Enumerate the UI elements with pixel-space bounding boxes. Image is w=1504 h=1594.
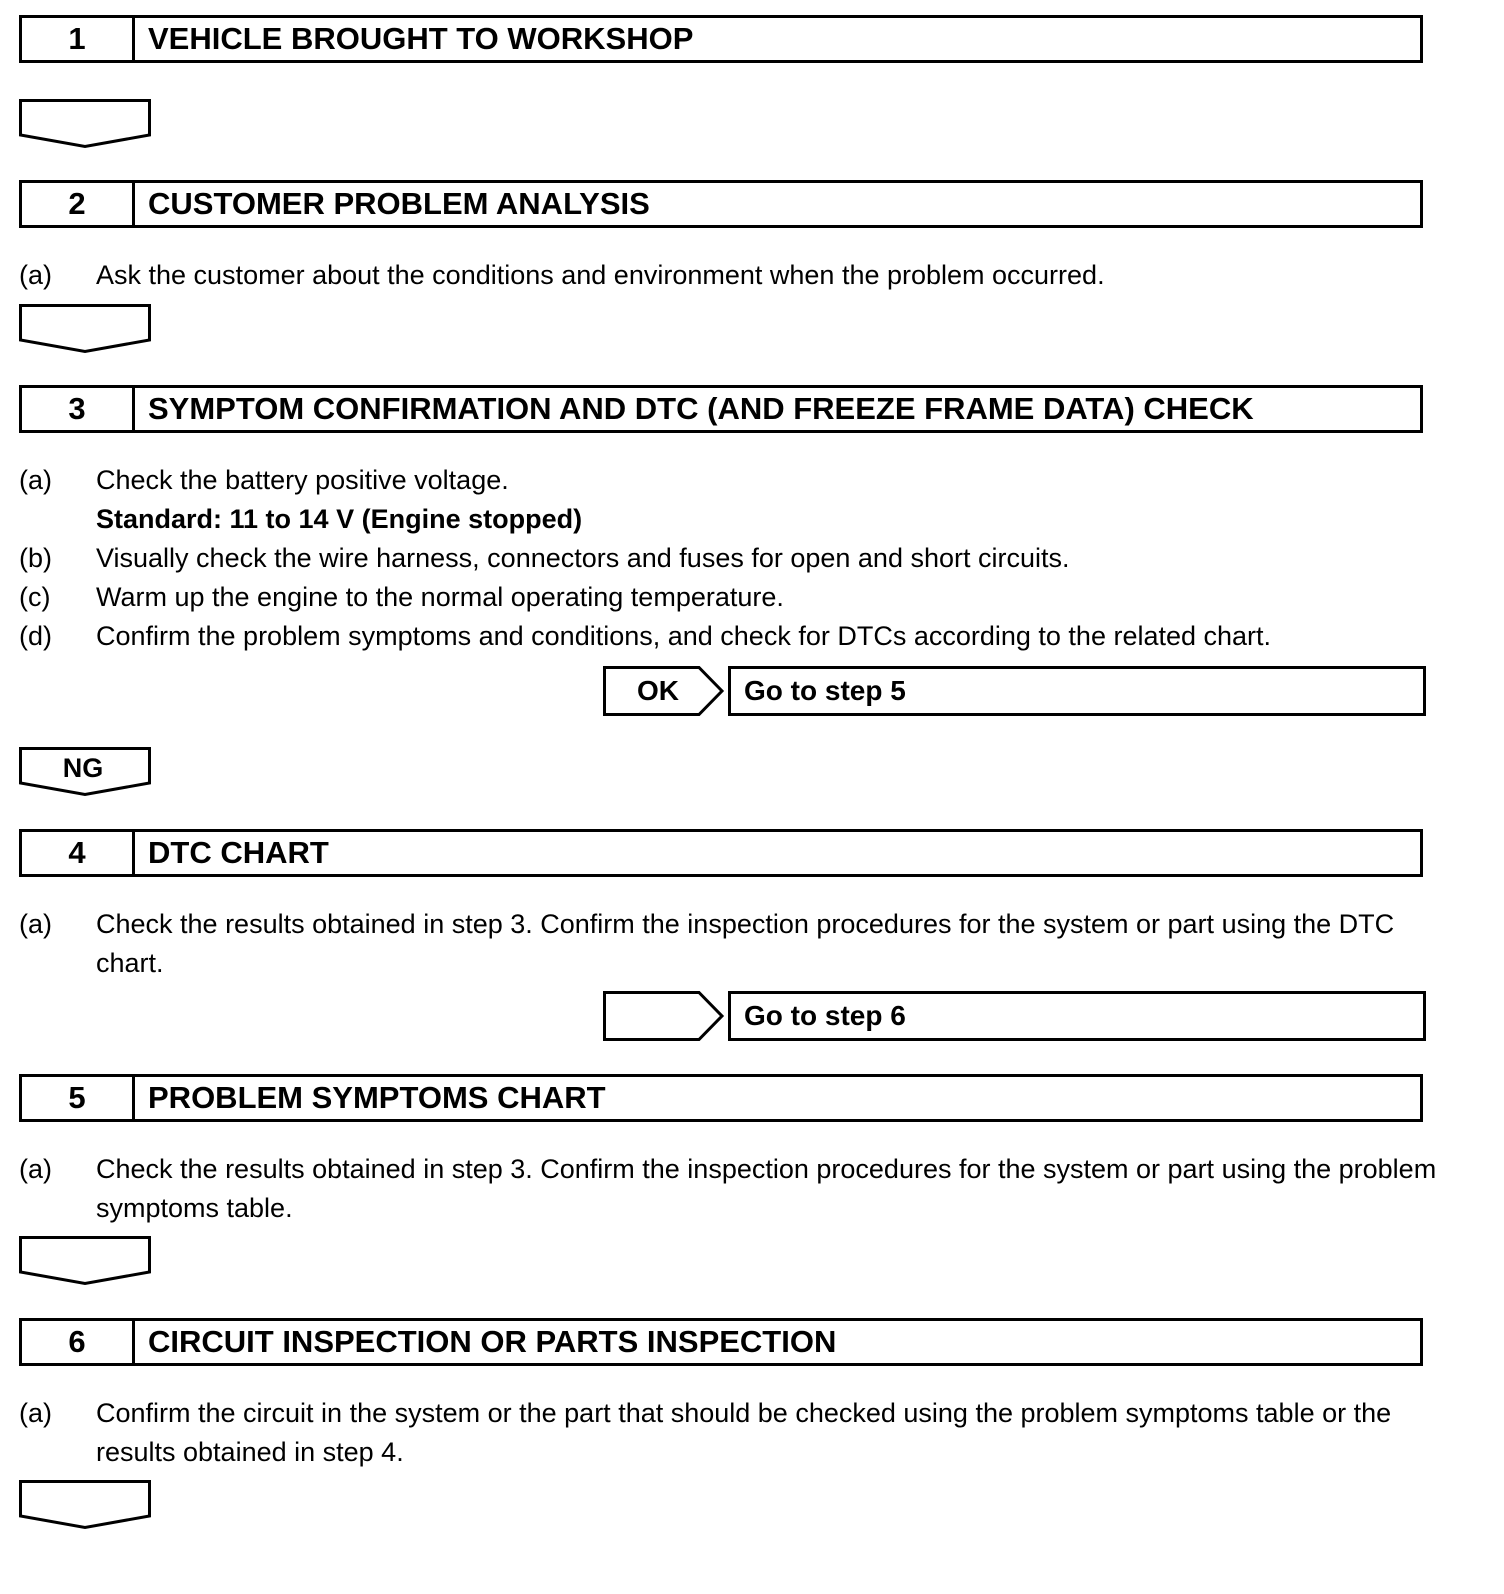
step-number: 1 xyxy=(22,18,135,60)
item-marker: (b) xyxy=(19,543,52,573)
standard-value: Standard: 11 to 14 V (Engine stopped) xyxy=(96,504,583,534)
item-marker: (d) xyxy=(19,621,52,651)
step-4-header xyxy=(19,829,1423,877)
item-marker: (a) xyxy=(19,1398,52,1428)
list-item xyxy=(19,578,1439,617)
step-6-header xyxy=(19,1318,1423,1366)
item-marker: (c) xyxy=(19,582,51,612)
step-number: 4 xyxy=(22,832,135,874)
goto-step-6-box: Go to step 6 xyxy=(728,991,1426,1041)
step-title: CUSTOMER PROBLEM ANALYSIS xyxy=(148,186,650,221)
list-item xyxy=(19,1150,1439,1228)
step-number: 2 xyxy=(22,183,135,225)
step-title: VEHICLE BROUGHT TO WORKSHOP xyxy=(148,21,694,56)
item-text: Confirm the circuit in the system or the part that should be checked using the problem symptoms table or the results obtained in step 4. xyxy=(96,1398,1392,1467)
item-text: Warm up the engine to the normal operating temperature. xyxy=(96,582,784,612)
step-number: 6 xyxy=(22,1321,135,1363)
list-item xyxy=(19,617,1439,656)
list-item xyxy=(19,539,1439,578)
step-number: 5 xyxy=(22,1077,135,1119)
goto-step-5-box: Go to step 5 xyxy=(728,666,1426,716)
step-title: CIRCUIT INSPECTION OR PARTS INSPECTION xyxy=(148,1324,837,1359)
item-marker: (a) xyxy=(19,909,52,939)
branch-label: OK xyxy=(637,675,679,706)
arrow-label: NG xyxy=(62,753,104,783)
list-item xyxy=(19,256,1439,295)
item-text: Visually check the wire harness, connectors and fuses for open and short circuits. xyxy=(96,543,1070,573)
ok-branch-arrow xyxy=(603,666,725,716)
list-item xyxy=(19,1394,1439,1472)
item-marker: (a) xyxy=(19,1154,52,1184)
item-text: Check the results obtained in step 3. Confirm the inspection procedures for the system or part using the DTC chart. xyxy=(96,909,1395,978)
step-5-header xyxy=(19,1074,1423,1122)
step-title: PROBLEM SYMPTOMS CHART xyxy=(148,1080,606,1115)
step-2-header xyxy=(19,180,1423,228)
flow-arrow-down xyxy=(19,99,151,149)
ng-flow-arrow-down xyxy=(19,747,151,797)
flow-arrow-down xyxy=(19,1236,151,1286)
flow-arrow-down xyxy=(19,304,151,354)
item-text: Confirm the problem symptoms and conditions, and check for DTCs according to the related chart. xyxy=(96,621,1272,651)
item-marker: (a) xyxy=(19,465,52,495)
step-1-header xyxy=(19,15,1423,63)
step-3-header xyxy=(19,385,1423,433)
item-text: Check the battery positive voltage. xyxy=(96,465,509,495)
item-text: Check the results obtained in step 3. Confirm the inspection procedures for the system or part using the problem symptoms table. xyxy=(96,1154,1437,1223)
item-text: Ask the customer about the conditions and environment when the problem occurred. xyxy=(96,260,1105,290)
item-marker: (a) xyxy=(19,260,52,290)
list-item xyxy=(19,905,1439,983)
step-title: SYMPTOM CONFIRMATION AND DTC (AND FREEZE FRAME DATA) CHECK xyxy=(148,391,1254,426)
list-item xyxy=(19,461,1439,500)
branch-arrow xyxy=(603,991,725,1041)
step-number: 3 xyxy=(22,388,135,430)
flow-arrow-down xyxy=(19,1480,151,1530)
step-title: DTC CHART xyxy=(148,835,329,870)
